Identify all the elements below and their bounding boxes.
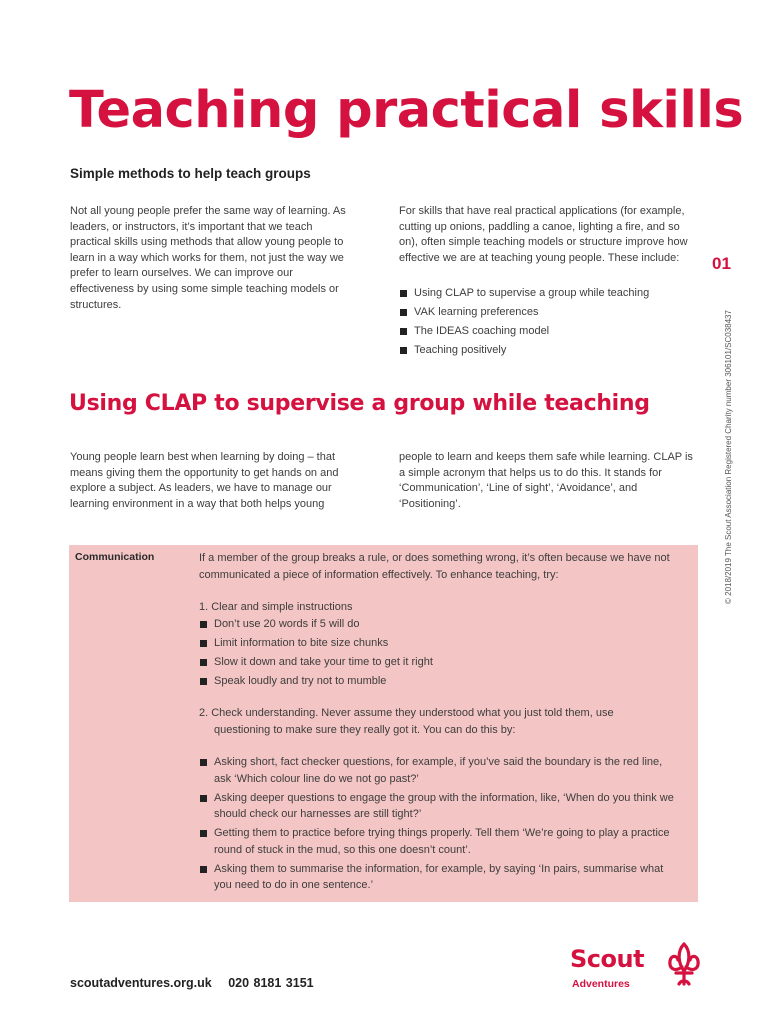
bullet-square-icon <box>200 640 207 647</box>
copyright-notice: © 2018/2019 The Scout Association Registered Charity number 306101/SC038437 <box>724 310 733 604</box>
logo-subtitle: Adventures <box>572 978 630 990</box>
point-1-title: 1. Clear and simple instructions <box>199 601 353 613</box>
section-heading: Using CLAP to supervise a group while teaching <box>69 391 650 416</box>
point-2-list <box>199 754 679 894</box>
bullet-square-icon <box>200 866 207 873</box>
methods-list <box>399 284 697 360</box>
section-left-paragraph: Young people learn best when learning by doing – that means giving them the opportunity to get hands on and explore a subject. As leaders, we have to manage our learning environment in a way that both helps young <box>70 451 339 510</box>
page-subtitle: Simple methods to help teach groups <box>70 166 311 181</box>
bullet-square-icon <box>200 659 207 666</box>
list-item <box>399 341 697 360</box>
list-item-text: VAK learning preferences <box>414 306 539 319</box>
intro-right-column <box>399 204 697 360</box>
bullet-square-icon <box>400 309 407 316</box>
list-item-text: Asking deeper questions to engage the group with the information, like, ‘When do you think we should check our harnesses are still tight?’ <box>214 791 674 820</box>
communication-table <box>69 545 698 902</box>
list-item <box>399 322 697 341</box>
bullet-square-icon <box>400 328 407 335</box>
list-item <box>399 303 697 322</box>
footer-contact <box>70 976 314 990</box>
table-row-content <box>199 550 679 896</box>
page-title: Teaching practical skills <box>69 81 744 140</box>
list-item-text: Slow it down and take your time to get it right <box>214 655 433 668</box>
bullet-square-icon <box>400 347 407 354</box>
point-2-title: 2. Check understanding. Never assume they understood what you just told them, use <box>199 707 614 719</box>
list-item-text: Using CLAP to supervise a group while teaching <box>414 287 650 300</box>
bullet-square-icon <box>200 795 207 802</box>
footer-website-link[interactable]: scoutadventures.org.uk <box>70 976 212 990</box>
bullet-square-icon <box>200 621 207 628</box>
footer-phone: 020 8181 3151 <box>228 976 314 990</box>
list-item <box>199 654 679 671</box>
section-right-paragraph: people to learn and keeps them safe while learning. CLAP is a simple acronym that helps us to do this. It stands for ‘Communication’, ‘Line of sight’, ‘Avoidance’, and ‘Positioning’. <box>399 451 693 510</box>
list-item <box>199 825 679 858</box>
list-item-text: Asking them to summarise the information, for example, by saying ‘In pairs, summarise what you need to do in one sentence.’ <box>214 862 664 891</box>
point-1-list <box>199 616 679 690</box>
point-2-title-continued: questioning to make sure they really got it. You can do this by: <box>214 723 516 736</box>
bullet-square-icon <box>200 759 207 766</box>
list-item <box>199 790 679 823</box>
bullet-square-icon <box>400 290 407 297</box>
table-intro: If a member of the group breaks a rule, or does something wrong, it’s often because we have not communicated a piece of information effectively. To enhance teaching, try: <box>199 552 670 581</box>
intro-right-paragraph: For skills that have real practical applications (for example, cutting up onions, paddling a canoe, lighting a fire, and so on), often simple teaching models or structure improve how effective we are at teaching young people. These include: <box>399 205 688 264</box>
fleur-de-lis-icon <box>666 941 702 989</box>
list-item-text: Asking short, fact checker questions, for example, if you’ve said the boundary is the red line, ask ‘Which colour line do we not go past?’ <box>214 756 663 785</box>
page-number: 01 <box>712 254 731 273</box>
list-item <box>199 673 679 690</box>
table-row-label: Communication <box>75 551 155 563</box>
list-item-text: Teaching positively <box>414 344 507 357</box>
logo-wordmark: Scout <box>570 945 645 973</box>
list-item <box>199 635 679 652</box>
list-item <box>399 284 697 303</box>
scout-adventures-logo <box>568 941 704 997</box>
bullet-square-icon <box>200 678 207 685</box>
intro-left-paragraph: Not all young people prefer the same way of learning. As leaders, or instructors, it’s important that we teach practical skills using methods that allow young people to learn in a way which works for them, not just the way we prefer to learn ourselves. We can improve our effectiveness by using some simple teaching models or structures. <box>70 205 346 311</box>
list-item-text: The IDEAS coaching model <box>414 325 550 338</box>
list-item-text: Speak loudly and try not to mumble <box>214 674 387 687</box>
list-item <box>199 754 679 787</box>
list-item <box>199 861 679 894</box>
list-item-text: Limit information to bite size chunks <box>214 636 389 649</box>
bullet-square-icon <box>200 830 207 837</box>
list-item-text: Getting them to practice before trying things properly. Tell them ‘We’re going to play a practice round of stuck in the mud, so this one doesn’t count’. <box>214 827 670 856</box>
list-item-text: Don’t use 20 words if 5 will do <box>214 617 360 630</box>
list-item <box>199 616 679 633</box>
